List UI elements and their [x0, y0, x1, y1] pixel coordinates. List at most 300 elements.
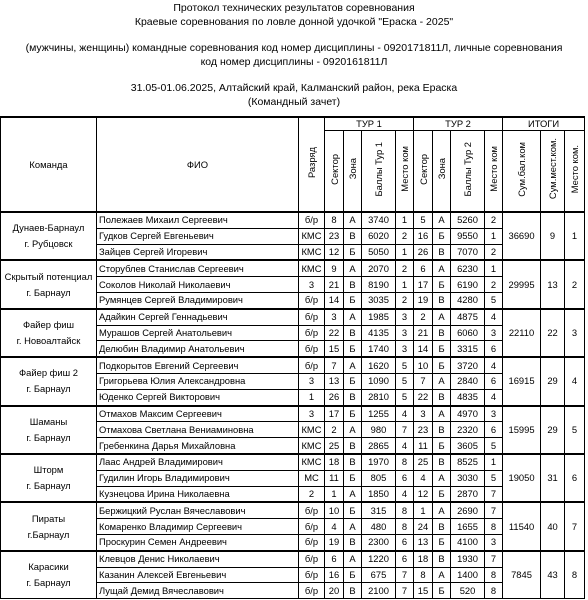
- place1-cell: 8: [396, 519, 414, 535]
- sector1-cell: 22: [325, 325, 344, 341]
- fio-cell: Соколов Николай Николаевич: [97, 277, 299, 293]
- points1-cell: 2810: [362, 389, 396, 405]
- sector1-cell: 10: [325, 502, 344, 518]
- points2-cell: 2690: [451, 502, 485, 518]
- sector2-cell: 17: [414, 277, 433, 293]
- zone1-cell: А: [344, 212, 362, 228]
- fio-cell: Гребенкина Дарья Михайловна: [97, 438, 299, 454]
- points1-cell: 1090: [362, 373, 396, 389]
- fio-cell: Адайкин Сергей Геннадьевич: [97, 309, 299, 325]
- points2-cell: 3030: [451, 470, 485, 486]
- table-row: [1, 212, 585, 228]
- totals-header: ИТОГИ: [503, 117, 585, 131]
- zone2-cell: В: [433, 519, 451, 535]
- points2-cell: 1400: [451, 567, 485, 583]
- rank-cell: б/р: [299, 502, 325, 518]
- col-zone1-header: Зона: [344, 131, 362, 213]
- sector2-cell: 25: [414, 454, 433, 470]
- fio-cell: Юденко Сергей Викторович: [97, 389, 299, 405]
- points1-cell: 980: [362, 422, 396, 438]
- sector1-cell: 11: [325, 470, 344, 486]
- place1-cell: 4: [396, 406, 414, 422]
- fio-cell: Отмахов Максим Сергеевич: [97, 406, 299, 422]
- place2-cell: 8: [485, 567, 503, 583]
- points2-cell: 2320: [451, 422, 485, 438]
- zone2-cell: В: [433, 325, 451, 341]
- zone2-cell: А: [433, 373, 451, 389]
- rank-cell: б/р: [299, 309, 325, 325]
- team-city: г.Барнаул: [27, 528, 70, 540]
- sector1-cell: 9: [325, 260, 344, 276]
- place1-cell: 2: [396, 260, 414, 276]
- points2-cell: 9550: [451, 228, 485, 244]
- sector1-cell: 13: [325, 373, 344, 389]
- fio-cell: Делюбин Владимир Анатольевич: [97, 341, 299, 357]
- zone1-cell: А: [344, 422, 362, 438]
- zone2-cell: А: [433, 212, 451, 228]
- sum-points-cell: 11540: [503, 502, 541, 550]
- fio-cell: Зайцев Сергей Игоревич: [97, 244, 299, 260]
- rank-cell: КМС: [299, 422, 325, 438]
- col-sum-places-header: Сум.мест.ком.: [541, 131, 565, 213]
- sector1-cell: 15: [325, 341, 344, 357]
- place2-cell: 4: [485, 357, 503, 373]
- points1-cell: 4135: [362, 325, 396, 341]
- place1-cell: 1: [396, 212, 414, 228]
- zone2-cell: В: [433, 389, 451, 405]
- sum-places-cell: 13: [541, 260, 565, 308]
- team-name: Дунаев-Барнаул: [12, 222, 85, 234]
- fio-cell: Григорьева Юлия Александровна: [97, 373, 299, 389]
- sector1-cell: 23: [325, 228, 344, 244]
- fio-cell: Клевцов Денис Николаевич: [97, 551, 299, 567]
- place1-cell: 8: [396, 454, 414, 470]
- rank-cell: б/р: [299, 292, 325, 308]
- sector1-cell: 20: [325, 583, 344, 599]
- col-sector1-header: Сектор: [325, 131, 344, 213]
- place2-cell: 6: [485, 422, 503, 438]
- col-team-place-header: Место ком.: [565, 131, 585, 213]
- sector1-cell: 18: [325, 454, 344, 470]
- points2-cell: 3315: [451, 341, 485, 357]
- sector2-cell: 6: [414, 260, 433, 276]
- col-team-header: Команда: [1, 117, 97, 212]
- zone1-cell: Б: [344, 292, 362, 308]
- points2-cell: 1655: [451, 519, 485, 535]
- points1-cell: 5050: [362, 244, 396, 260]
- place2-cell: 2: [485, 244, 503, 260]
- zone1-cell: Б: [344, 502, 362, 518]
- rank-cell: б/р: [299, 551, 325, 567]
- points2-cell: 2870: [451, 486, 485, 502]
- place1-cell: 4: [396, 438, 414, 454]
- place1-cell: 5: [396, 373, 414, 389]
- place1-cell: 3: [396, 341, 414, 357]
- sector1-cell: 6: [325, 551, 344, 567]
- place2-cell: 3: [485, 534, 503, 550]
- fio-cell: Лущай Демид Вячеславович: [97, 583, 299, 599]
- rank-cell: КМС: [299, 228, 325, 244]
- fio-cell: Мурашов Сергей Анатольевич: [97, 325, 299, 341]
- points1-cell: 1220: [362, 551, 396, 567]
- points1-cell: 2300: [362, 534, 396, 550]
- fio-cell: Подкорытов Евгений Сергеевич: [97, 357, 299, 373]
- points2-cell: 2840: [451, 373, 485, 389]
- sector2-cell: 8: [414, 567, 433, 583]
- fio-cell: Полежаев Михаил Сергеевич: [97, 212, 299, 228]
- zone1-cell: А: [344, 551, 362, 567]
- points1-cell: 1255: [362, 406, 396, 422]
- place1-cell: 7: [396, 422, 414, 438]
- team-place-cell: 4: [565, 357, 585, 405]
- sector2-cell: 26: [414, 244, 433, 260]
- fio-cell: Проскурин Семен Андреевич: [97, 534, 299, 550]
- zone2-cell: В: [433, 244, 451, 260]
- rank-cell: 3: [299, 277, 325, 293]
- place2-cell: 6: [485, 373, 503, 389]
- discipline-line: (мужчины, женщины) командные соревнования код номер дисциплины - 0920171811Л, личные соревнования: [25, 42, 563, 54]
- zone2-cell: А: [433, 406, 451, 422]
- team-name-cell: [1, 406, 97, 454]
- place2-cell: 4: [485, 309, 503, 325]
- sector1-cell: 1: [325, 486, 344, 502]
- place2-cell: 1: [485, 228, 503, 244]
- points2-cell: 1930: [451, 551, 485, 567]
- zone1-cell: А: [344, 260, 362, 276]
- zone1-cell: Б: [344, 567, 362, 583]
- place1-cell: 6: [396, 470, 414, 486]
- team-name-cell: [1, 551, 97, 599]
- sector1-cell: 12: [325, 244, 344, 260]
- sector1-cell: 3: [325, 309, 344, 325]
- points1-cell: 2865: [362, 438, 396, 454]
- rank-cell: б/р: [299, 341, 325, 357]
- col-rank-header: Разряд: [299, 117, 325, 212]
- points2-cell: 6190: [451, 277, 485, 293]
- rank-cell: КМС: [299, 260, 325, 276]
- rank-cell: б/р: [299, 519, 325, 535]
- sum-places-cell: 29: [541, 357, 565, 405]
- sector2-cell: 18: [414, 551, 433, 567]
- zone2-cell: Б: [433, 438, 451, 454]
- place2-cell: 1: [485, 260, 503, 276]
- rank-cell: 1: [299, 389, 325, 405]
- place1-cell: 2: [396, 228, 414, 244]
- sector2-cell: 3: [414, 406, 433, 422]
- zone2-cell: Б: [433, 486, 451, 502]
- place1-cell: 1: [396, 244, 414, 260]
- points1-cell: 805: [362, 470, 396, 486]
- sector1-cell: 21: [325, 277, 344, 293]
- rank-cell: б/р: [299, 534, 325, 550]
- place1-cell: 5: [396, 389, 414, 405]
- points2-cell: 4970: [451, 406, 485, 422]
- place2-cell: 1: [485, 454, 503, 470]
- sector2-cell: 12: [414, 486, 433, 502]
- place2-cell: 2: [485, 212, 503, 228]
- points2-cell: 4100: [451, 534, 485, 550]
- team-name-cell: [1, 309, 97, 357]
- points1-cell: 675: [362, 567, 396, 583]
- points2-cell: 8525: [451, 454, 485, 470]
- place2-cell: 5: [485, 470, 503, 486]
- rank-cell: б/р: [299, 567, 325, 583]
- team-name-cell: [1, 260, 97, 308]
- zone2-cell: Б: [433, 583, 451, 599]
- points2-cell: 5260: [451, 212, 485, 228]
- sector1-cell: 7: [325, 357, 344, 373]
- team-place-cell: 2: [565, 260, 585, 308]
- zone1-cell: А: [344, 309, 362, 325]
- rank-cell: КМС: [299, 454, 325, 470]
- rank-cell: б/р: [299, 583, 325, 599]
- sector2-cell: 24: [414, 519, 433, 535]
- place1-cell: 4: [396, 486, 414, 502]
- zone1-cell: В: [344, 583, 362, 599]
- points1-cell: 6020: [362, 228, 396, 244]
- table-row: [1, 502, 585, 518]
- fio-cell: Лаас Андрей Владимирович: [97, 454, 299, 470]
- zone1-cell: Б: [344, 373, 362, 389]
- sum-points-cell: 16915: [503, 357, 541, 405]
- zone2-cell: В: [433, 551, 451, 567]
- zone2-cell: Б: [433, 357, 451, 373]
- place1-cell: 7: [396, 583, 414, 599]
- zone2-cell: Б: [433, 534, 451, 550]
- place1-cell: 3: [396, 325, 414, 341]
- zone2-cell: Б: [433, 277, 451, 293]
- sector2-cell: 7: [414, 373, 433, 389]
- place1-cell: 3: [396, 309, 414, 325]
- team-name: Карасики: [28, 560, 69, 572]
- col-zone2-header: Зона: [433, 131, 451, 213]
- points1-cell: 315: [362, 502, 396, 518]
- place2-cell: 7: [485, 486, 503, 502]
- sector2-cell: 13: [414, 534, 433, 550]
- team-city: г. Новоалтайск: [16, 334, 81, 346]
- sector2-cell: 15: [414, 583, 433, 599]
- sum-points-cell: 22110: [503, 309, 541, 357]
- team-place-cell: 3: [565, 309, 585, 357]
- team-city: г. Барнаул: [26, 383, 71, 395]
- team-name-cell: [1, 212, 97, 260]
- sector1-cell: 16: [325, 567, 344, 583]
- sum-places-cell: 29: [541, 406, 565, 454]
- sum-points-cell: 15995: [503, 406, 541, 454]
- sector2-cell: 10: [414, 357, 433, 373]
- sector1-cell: 14: [325, 292, 344, 308]
- points2-cell: 4835: [451, 389, 485, 405]
- col-fio-header: ФИО: [97, 117, 299, 212]
- place2-cell: 7: [485, 551, 503, 567]
- sum-places-cell: 31: [541, 454, 565, 502]
- zone2-cell: В: [433, 292, 451, 308]
- fio-cell: Румянцев Сергей Владимирович: [97, 292, 299, 308]
- zone2-cell: А: [433, 567, 451, 583]
- fio-cell: Комаренко Владимир Сергеевич: [97, 519, 299, 535]
- sum-places-cell: 22: [541, 309, 565, 357]
- rank-cell: 2: [299, 486, 325, 502]
- place1-cell: 7: [396, 567, 414, 583]
- points1-cell: 3740: [362, 212, 396, 228]
- results-table: [0, 116, 585, 599]
- sector1-cell: 26: [325, 389, 344, 405]
- zone2-cell: А: [433, 309, 451, 325]
- points1-cell: 3035: [362, 292, 396, 308]
- competition-title: Краевые соревнования по ловле донной удочкой "Ераска - 2025": [134, 16, 454, 28]
- sector2-cell: 2: [414, 309, 433, 325]
- sector2-cell: 5: [414, 212, 433, 228]
- zone1-cell: В: [344, 228, 362, 244]
- date-location-line: 31.05-01.06.2025, Алтайский край, Калманский район, река Ераска: [130, 82, 458, 94]
- points2-cell: 6230: [451, 260, 485, 276]
- place2-cell: 4: [485, 389, 503, 405]
- zone1-cell: А: [344, 519, 362, 535]
- standings-type: (Командный зачет): [247, 96, 341, 108]
- team-city: г. Рубцовск: [24, 238, 73, 250]
- col-sum-points-header: Сум.бал.ком: [503, 131, 541, 213]
- points1-cell: 480: [362, 519, 396, 535]
- team-city: г. Барнаул: [26, 576, 71, 588]
- table-row: [1, 406, 585, 422]
- points1-cell: 1970: [362, 454, 396, 470]
- sector2-cell: 21: [414, 325, 433, 341]
- place1-cell: 6: [396, 551, 414, 567]
- sum-places-cell: 9: [541, 212, 565, 260]
- zone1-cell: Б: [344, 244, 362, 260]
- team-name: Файер фиш: [22, 318, 75, 330]
- sum-places-cell: 43: [541, 551, 565, 599]
- points1-cell: 1740: [362, 341, 396, 357]
- zone1-cell: В: [344, 454, 362, 470]
- zone1-cell: В: [344, 389, 362, 405]
- fio-cell: Сторублев Станислав Сергеевич: [97, 260, 299, 276]
- zone2-cell: В: [433, 454, 451, 470]
- place2-cell: 3: [485, 325, 503, 341]
- team-name: Шаманы: [29, 415, 68, 427]
- place2-cell: 7: [485, 502, 503, 518]
- team-place-cell: 8: [565, 551, 585, 599]
- sum-points-cell: 29995: [503, 260, 541, 308]
- fio-cell: Отмахова Светлана Вениаминовна: [97, 422, 299, 438]
- rank-cell: КМС: [299, 438, 325, 454]
- rank-cell: б/р: [299, 212, 325, 228]
- rank-cell: 3: [299, 373, 325, 389]
- team-name-cell: [1, 502, 97, 550]
- place2-cell: 6: [485, 341, 503, 357]
- place2-cell: 8: [485, 519, 503, 535]
- zone2-cell: А: [433, 470, 451, 486]
- team-name-cell: [1, 454, 97, 502]
- place2-cell: 2: [485, 277, 503, 293]
- col-sector2-header: Сектор: [414, 131, 433, 213]
- zone1-cell: В: [344, 325, 362, 341]
- fio-cell: Гудилин Игорь Владимирович: [97, 470, 299, 486]
- sector2-cell: 14: [414, 341, 433, 357]
- zone1-cell: А: [344, 486, 362, 502]
- team-name-cell: [1, 357, 97, 405]
- team-place-cell: 6: [565, 454, 585, 502]
- sector1-cell: 8: [325, 212, 344, 228]
- points1-cell: 1620: [362, 357, 396, 373]
- col-place1-header: Место ком: [396, 131, 414, 213]
- sum-places-cell: 40: [541, 502, 565, 550]
- tour2-header: ТУР 2: [414, 117, 503, 131]
- fio-cell: Кузнецова Ирина Николаевна: [97, 486, 299, 502]
- zone1-cell: Б: [344, 470, 362, 486]
- table-row: [1, 260, 585, 276]
- place2-cell: 3: [485, 406, 503, 422]
- place2-cell: 5: [485, 292, 503, 308]
- zone2-cell: А: [433, 502, 451, 518]
- points2-cell: 3605: [451, 438, 485, 454]
- sector1-cell: 25: [325, 438, 344, 454]
- team-city: г. Барнаул: [26, 431, 71, 443]
- points1-cell: 8190: [362, 277, 396, 293]
- points1-cell: 1985: [362, 309, 396, 325]
- team-name: Пираты: [31, 512, 66, 524]
- team-place-cell: 1: [565, 212, 585, 260]
- table-row: [1, 309, 585, 325]
- points2-cell: 520: [451, 583, 485, 599]
- fio-cell: Бержицкий Руслан Вячеславович: [97, 502, 299, 518]
- col-points1-header: Баллы Тур 1: [362, 131, 396, 213]
- sector2-cell: 1: [414, 502, 433, 518]
- place1-cell: 1: [396, 277, 414, 293]
- protocol-title: Протокол технических результатов соревнования: [173, 2, 415, 14]
- sector1-cell: 17: [325, 406, 344, 422]
- col-points2-header: Баллы Тур 2: [451, 131, 485, 213]
- zone1-cell: В: [344, 534, 362, 550]
- team-city: г. Барнаул: [26, 286, 71, 298]
- rank-cell: МС: [299, 470, 325, 486]
- zone1-cell: А: [344, 357, 362, 373]
- table-row: [1, 454, 585, 470]
- place1-cell: 2: [396, 292, 414, 308]
- team-place-cell: 5: [565, 406, 585, 454]
- zone2-cell: В: [433, 422, 451, 438]
- rank-cell: б/р: [299, 357, 325, 373]
- points2-cell: 3720: [451, 357, 485, 373]
- points2-cell: 7070: [451, 244, 485, 260]
- points1-cell: 2100: [362, 583, 396, 599]
- points1-cell: 2070: [362, 260, 396, 276]
- sector1-cell: 2: [325, 422, 344, 438]
- sector2-cell: 16: [414, 228, 433, 244]
- team-name: Файер фиш 2: [19, 367, 78, 379]
- sector2-cell: 19: [414, 292, 433, 308]
- zone1-cell: В: [344, 277, 362, 293]
- sum-points-cell: 7845: [503, 551, 541, 599]
- points1-cell: 1850: [362, 486, 396, 502]
- zone1-cell: Б: [344, 406, 362, 422]
- discipline-code-line: код номер дисциплины - 0920161811Л: [200, 56, 388, 68]
- place1-cell: 5: [396, 357, 414, 373]
- team-name: Скрытый потенциал: [4, 270, 93, 282]
- points2-cell: 4280: [451, 292, 485, 308]
- tour1-header: ТУР 1: [325, 117, 414, 131]
- sector2-cell: 23: [414, 422, 433, 438]
- fio-cell: Казанин Алексей Евгеньевич: [97, 567, 299, 583]
- team-city: г. Барнаул: [26, 480, 71, 492]
- sum-points-cell: 19050: [503, 454, 541, 502]
- sector2-cell: 11: [414, 438, 433, 454]
- zone2-cell: А: [433, 260, 451, 276]
- points2-cell: 6060: [451, 325, 485, 341]
- place2-cell: 8: [485, 583, 503, 599]
- sector1-cell: 4: [325, 519, 344, 535]
- sector1-cell: 19: [325, 534, 344, 550]
